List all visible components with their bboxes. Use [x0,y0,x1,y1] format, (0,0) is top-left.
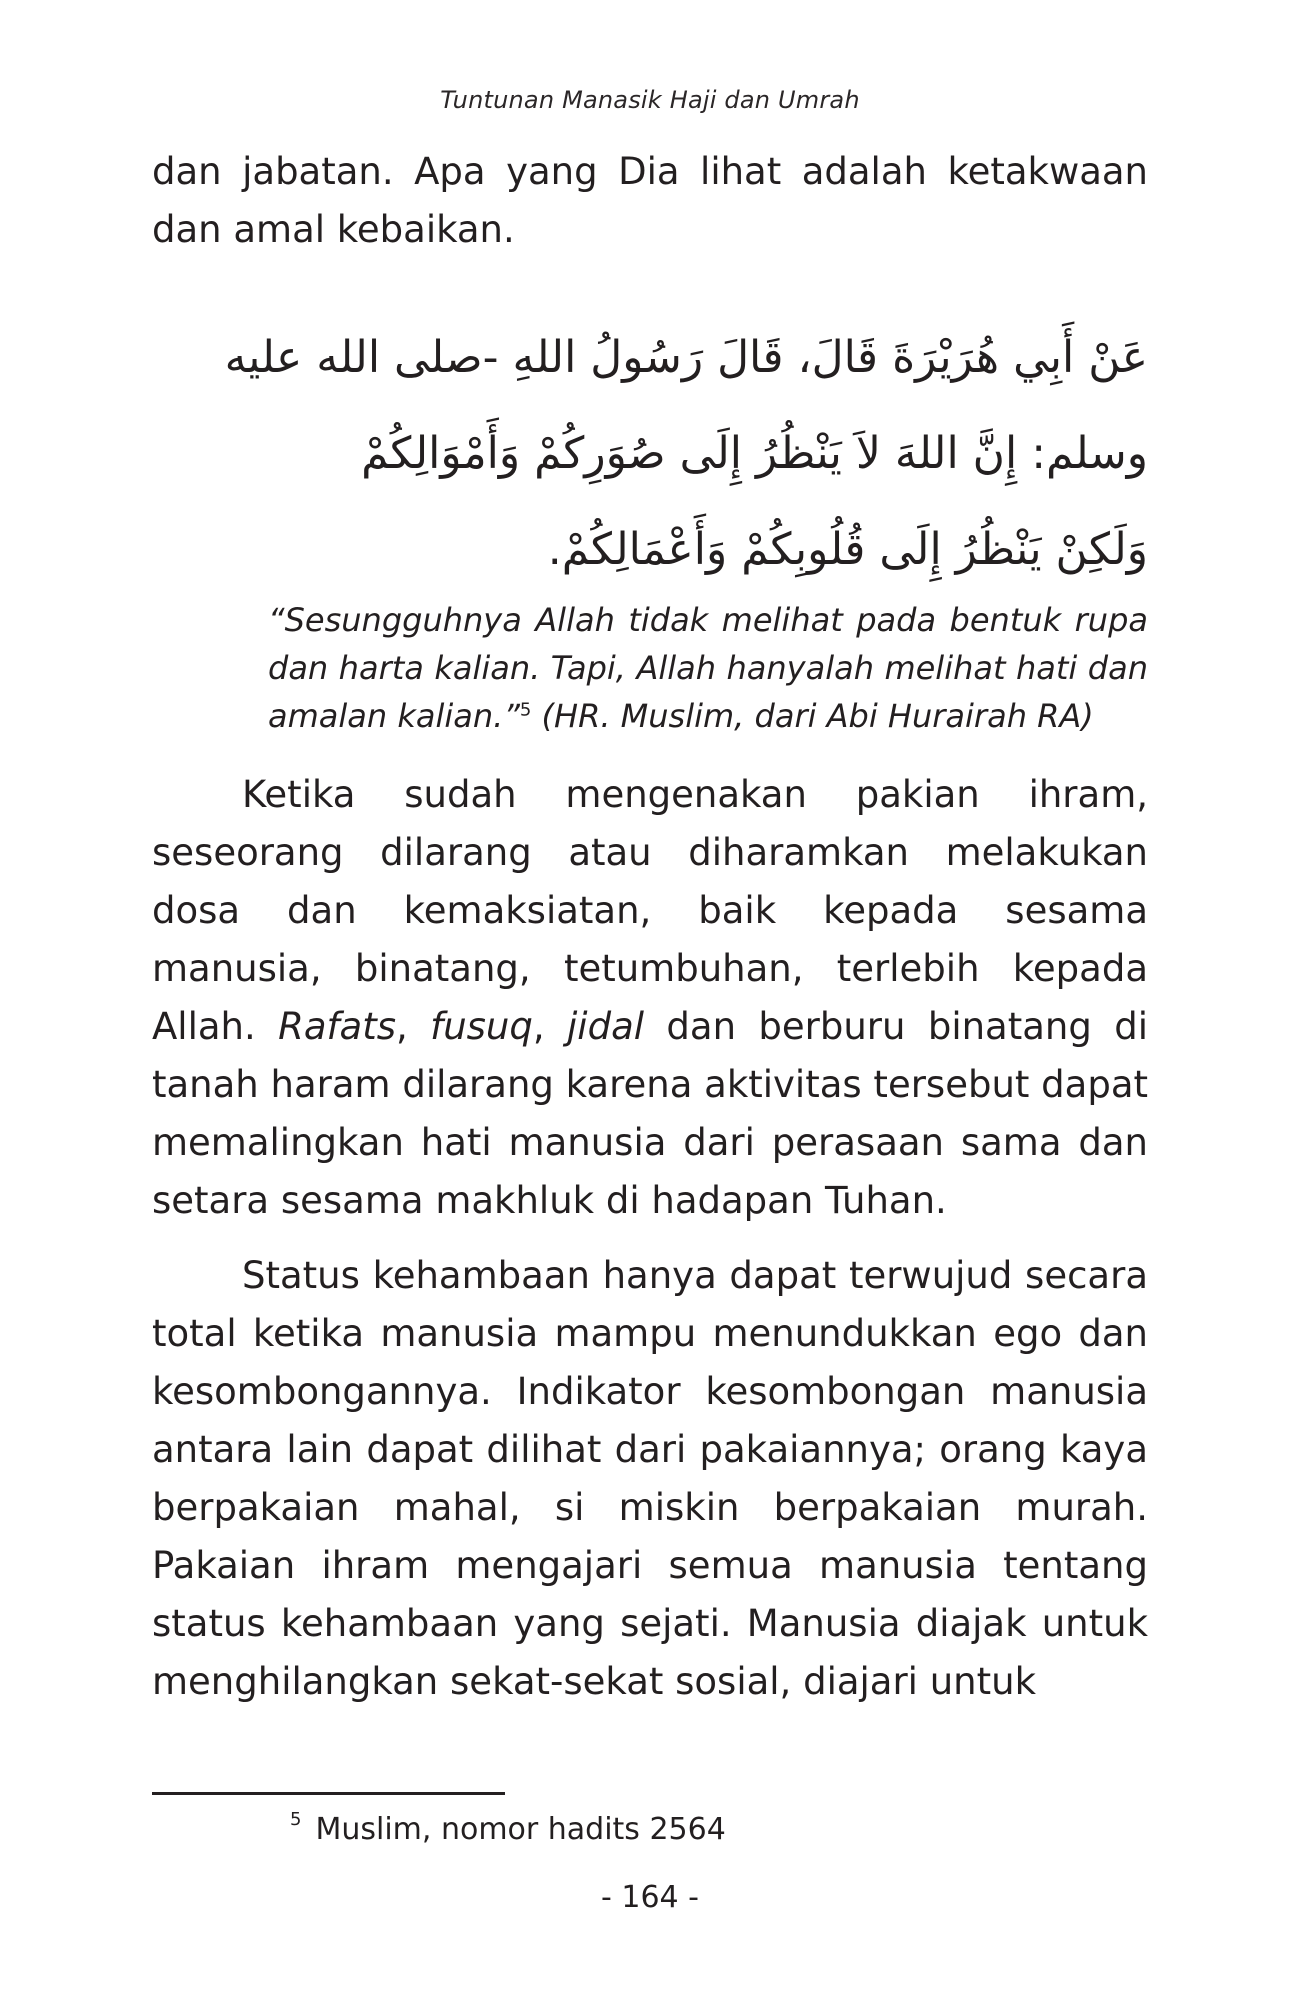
hadith-translation [268,596,1148,740]
footnote [290,1810,726,1850]
punctuation: , [532,1005,568,1048]
paragraph-text: dan berburu binatang di tanah haram dilarang karena aktivitas tersebut dapat memalingkan hati manusia dari perasaan sama dan setara sesama makhluk di hadapan Tuhan. [152,1005,1148,1222]
paragraph-text: Ketika sudah mengenakan pakian ihram, seseorang dilarang atau diharamkan melakukan dosa dan kemaksiatan, baik kepada sesama manusia, binatang, tetumbuhan, terlebih kepada Allah. [152,773,1148,1048]
hadith-translation-text: “Sesungguhnya Allah tidak melihat pada bentuk rupa dan harta kalian. Tapi, Allah hanyalah melihat hati dan amalan kalian.” [268,601,1148,735]
footnote-divider [152,1792,505,1795]
footnote-text: Muslim, nomor hadits 2564 [315,1812,726,1847]
footnote-number: 5 [290,1809,302,1830]
paragraph-intro: dan jabatan. Apa yang Dia lihat adalah ketakwaan dan amal kebaikan. [152,150,1148,251]
page-number: - 164 - [601,1880,699,1915]
hadith-arabic-line-1: عَنْ أَبِي هُرَيْرَةَ قَالَ، قَالَ رَسُولُ اللهِ -صلى الله عليه [224,332,1148,383]
hadith-arabic-line-3: وَلَكِنْ يَنْظُرُ إِلَى قُلُوبِكُمْ وَأَعْمَالِكُمْ. [547,524,1148,575]
footnote-reference: 5 [519,699,532,721]
term-rafats: Rafats [278,1005,397,1048]
running-header: Tuntunan Manasik Haji dan Umrah [440,86,860,114]
hadith-source: (HR. Muslim, dari Abi Hurairah RA) [531,697,1094,735]
paragraph-status-kehambaan: Status kehambaan hanya dapat terwujud secara total ketika manusia mampu menundukkan ego dan kesombongannya. Indikator kesombongan manusia antara lain dapat dilihat dari pakaiannya; orang kaya berpakaian mahal, si miskin berpakaian murah. Pakaian ihram mengajari semua manusia tentang status kehambaan yang sejati. Manusia diajak untuk menghilangkan sekat-sekat sosial, diajari untuk [152,1254,1148,1703]
term-fusuq: fusuq [430,1005,533,1048]
hadith-arabic-text [224,310,1148,598]
paragraph-ihram-prohibitions [152,766,1148,1230]
term-jidal: jidal [567,1005,645,1048]
hadith-arabic-line-2: وسلم: إِنَّ اللهَ لاَ يَنْظُرُ إِلَى صُوَرِكُمْ وَأَمْوَالِكُمْ [361,428,1148,479]
punctuation: , [396,1005,431,1048]
